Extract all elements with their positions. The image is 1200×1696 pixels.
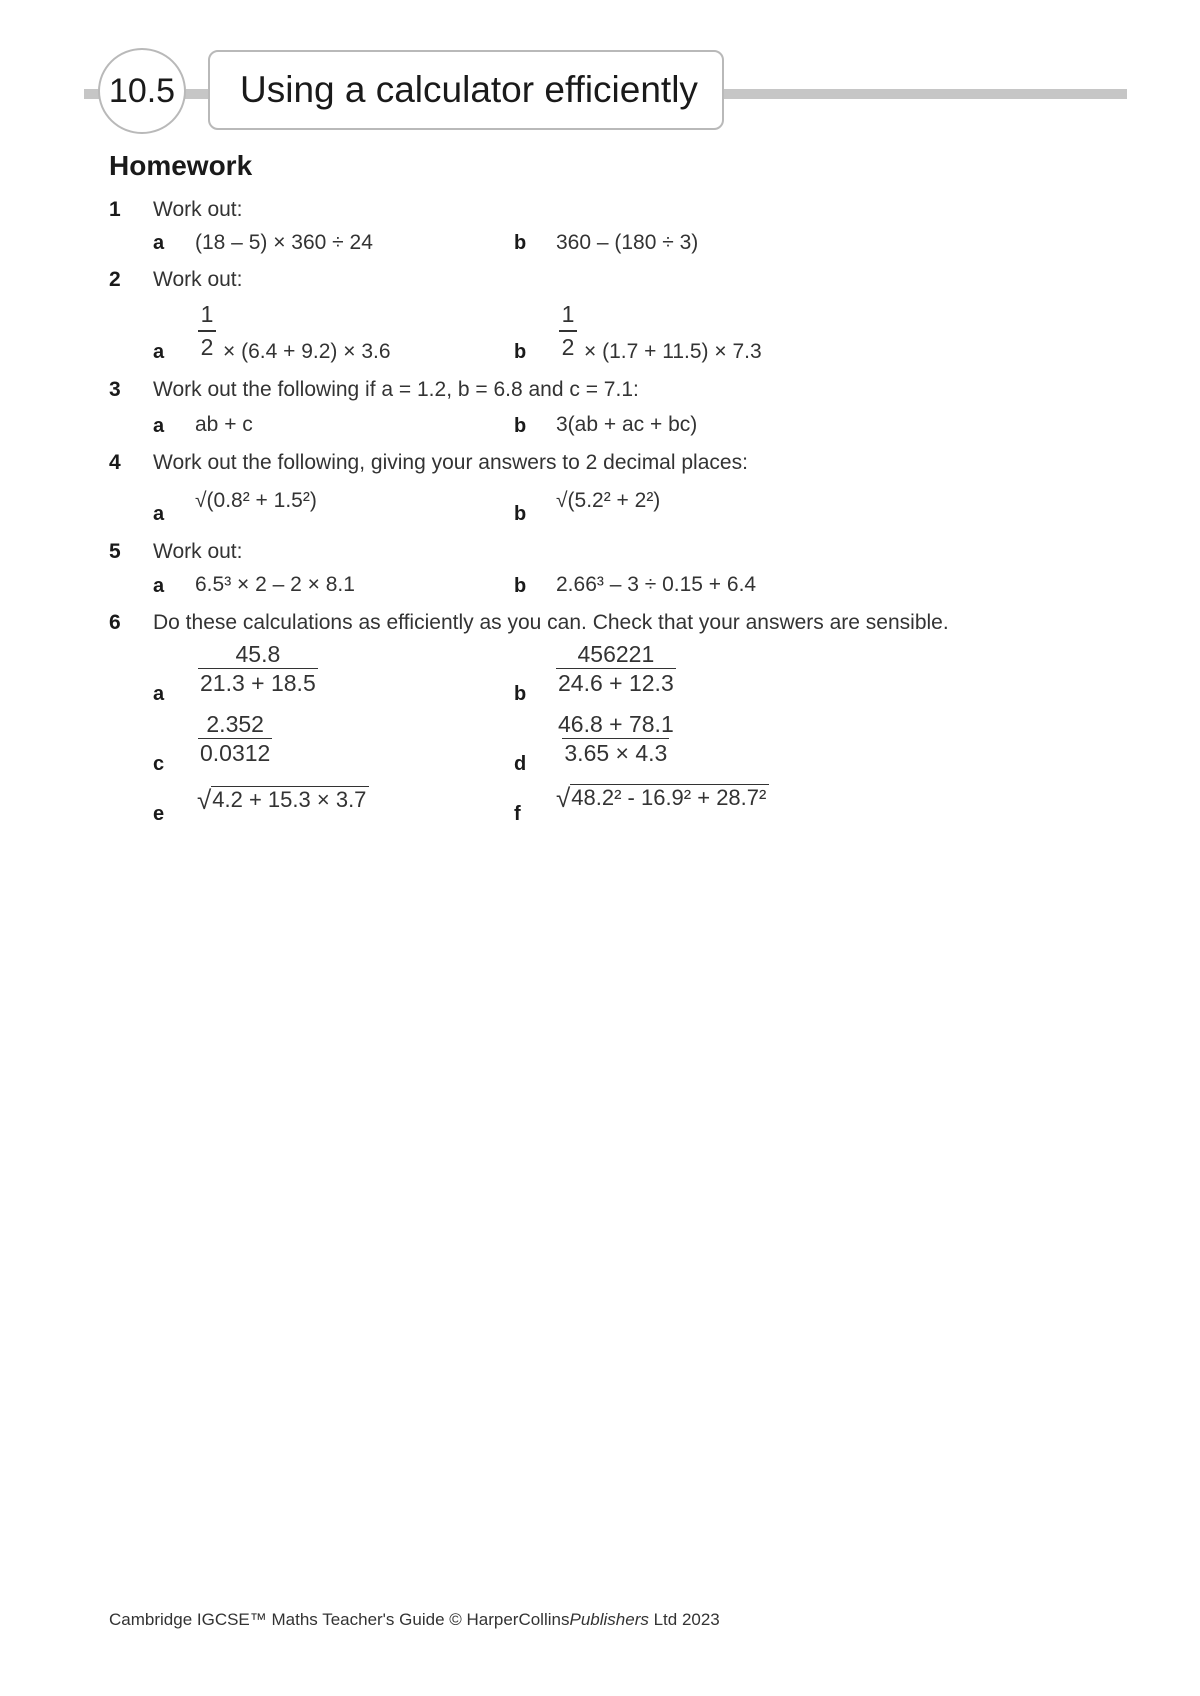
fraction-denominator: 24.6 + 12.3 <box>558 670 674 696</box>
question-2-text: Work out: <box>153 268 243 291</box>
question-4-text: Work out the following, giving your answers to 2 decimal places: <box>153 451 748 474</box>
question-3b-label: b <box>514 415 527 437</box>
question-6-text: Do these calculations as efficiently as you can. Check that your answers are sensible. <box>153 611 949 634</box>
question-2b-label: b <box>514 341 527 363</box>
question-6b-label: b <box>514 683 527 705</box>
question-6f-label: f <box>514 803 521 825</box>
question-6d-label: d <box>514 753 527 775</box>
question-6e-sqrt <box>197 786 369 814</box>
fraction-bar <box>198 330 216 332</box>
question-1a-label: a <box>153 232 165 254</box>
question-2-number: 2 <box>109 268 121 291</box>
question-4a-label: a <box>153 503 165 525</box>
fraction-denominator: 2 <box>200 333 214 360</box>
question-1-number: 1 <box>109 198 121 221</box>
section-title: Using a calculator efficiently <box>240 69 698 110</box>
question-4-number: 4 <box>109 451 121 474</box>
question-2a-half <box>198 301 216 361</box>
question-6c-fraction <box>198 711 272 767</box>
fraction-denominator: 3.65 × 4.3 <box>564 740 668 766</box>
question-4a-expression: √(0.8² + 1.5²) <box>195 489 317 512</box>
question-3b-expression: 3(ab + ac + bc) <box>556 413 698 436</box>
question-6d-fraction <box>556 711 676 767</box>
question-3a-expression: ab + c <box>195 413 253 436</box>
question-2b-half <box>559 301 577 361</box>
fraction-denominator: 21.3 + 18.5 <box>200 670 316 696</box>
footer-text-before: Cambridge IGCSE™ Maths Teacher's Guide © HarperCollins <box>109 1610 570 1629</box>
fraction-numerator: 2.352 <box>206 711 264 737</box>
question-6c-label: c <box>153 753 165 775</box>
footer-copyright <box>109 1610 720 1630</box>
fraction-numerator: 456221 <box>577 641 655 667</box>
question-1b-label: b <box>514 232 527 254</box>
fraction-numerator: 1 <box>200 301 214 327</box>
question-3-text: Work out the following if a = 1.2, b = 6.8 and c = 7.1: <box>153 378 639 401</box>
question-1a-expression: (18 – 5) × 360 ÷ 24 <box>195 231 373 254</box>
radicand: 48.2² - 16.9² + 28.7² <box>570 784 769 811</box>
question-6f-sqrt <box>556 784 769 812</box>
section-number: 10.5 <box>98 48 186 134</box>
question-5-number: 5 <box>109 540 121 563</box>
question-5a-expression: 6.5³ × 2 – 2 × 8.1 <box>195 573 355 596</box>
question-2b-expression: × (1.7 + 11.5) × 7.3 <box>584 340 762 363</box>
question-1b-expression: 360 – (180 ÷ 3) <box>556 231 699 254</box>
question-5-text: Work out: <box>153 540 243 563</box>
question-6a-label: a <box>153 683 165 705</box>
question-3a-label: a <box>153 415 165 437</box>
radicand: 4.2 + 15.3 × 3.7 <box>211 786 369 813</box>
question-2a-label: a <box>153 341 165 363</box>
question-5b-expression: 2.66³ – 3 ÷ 0.15 + 6.4 <box>556 573 757 596</box>
question-6b-fraction <box>556 641 676 697</box>
square-root-icon: √ <box>556 783 571 813</box>
square-root-icon: √ <box>197 785 212 815</box>
footer-text-italic: Publishers <box>569 1610 649 1629</box>
question-5b-label: b <box>514 575 527 597</box>
homework-heading: Homework <box>109 150 253 181</box>
fraction-bar <box>559 330 577 332</box>
fraction-denominator: 2 <box>561 333 575 360</box>
question-6a-fraction <box>198 641 318 697</box>
question-6e-label: e <box>153 803 165 825</box>
question-3-number: 3 <box>109 378 121 401</box>
question-2a-expression: × (6.4 + 9.2) × 3.6 <box>223 340 391 363</box>
question-5a-label: a <box>153 575 165 597</box>
fraction-numerator: 46.8 + 78.1 <box>558 711 674 737</box>
question-4b-expression: √(5.2² + 2²) <box>556 489 661 512</box>
question-6-number: 6 <box>109 611 121 634</box>
question-1-text: Work out: <box>153 198 243 221</box>
question-4b-label: b <box>514 503 527 525</box>
fraction-numerator: 45.8 <box>235 641 281 667</box>
section-title-box <box>208 50 724 130</box>
fraction-denominator: 0.0312 <box>200 740 271 766</box>
footer-text-after: Ltd 2023 <box>648 1610 720 1629</box>
fraction-numerator: 1 <box>561 301 575 327</box>
